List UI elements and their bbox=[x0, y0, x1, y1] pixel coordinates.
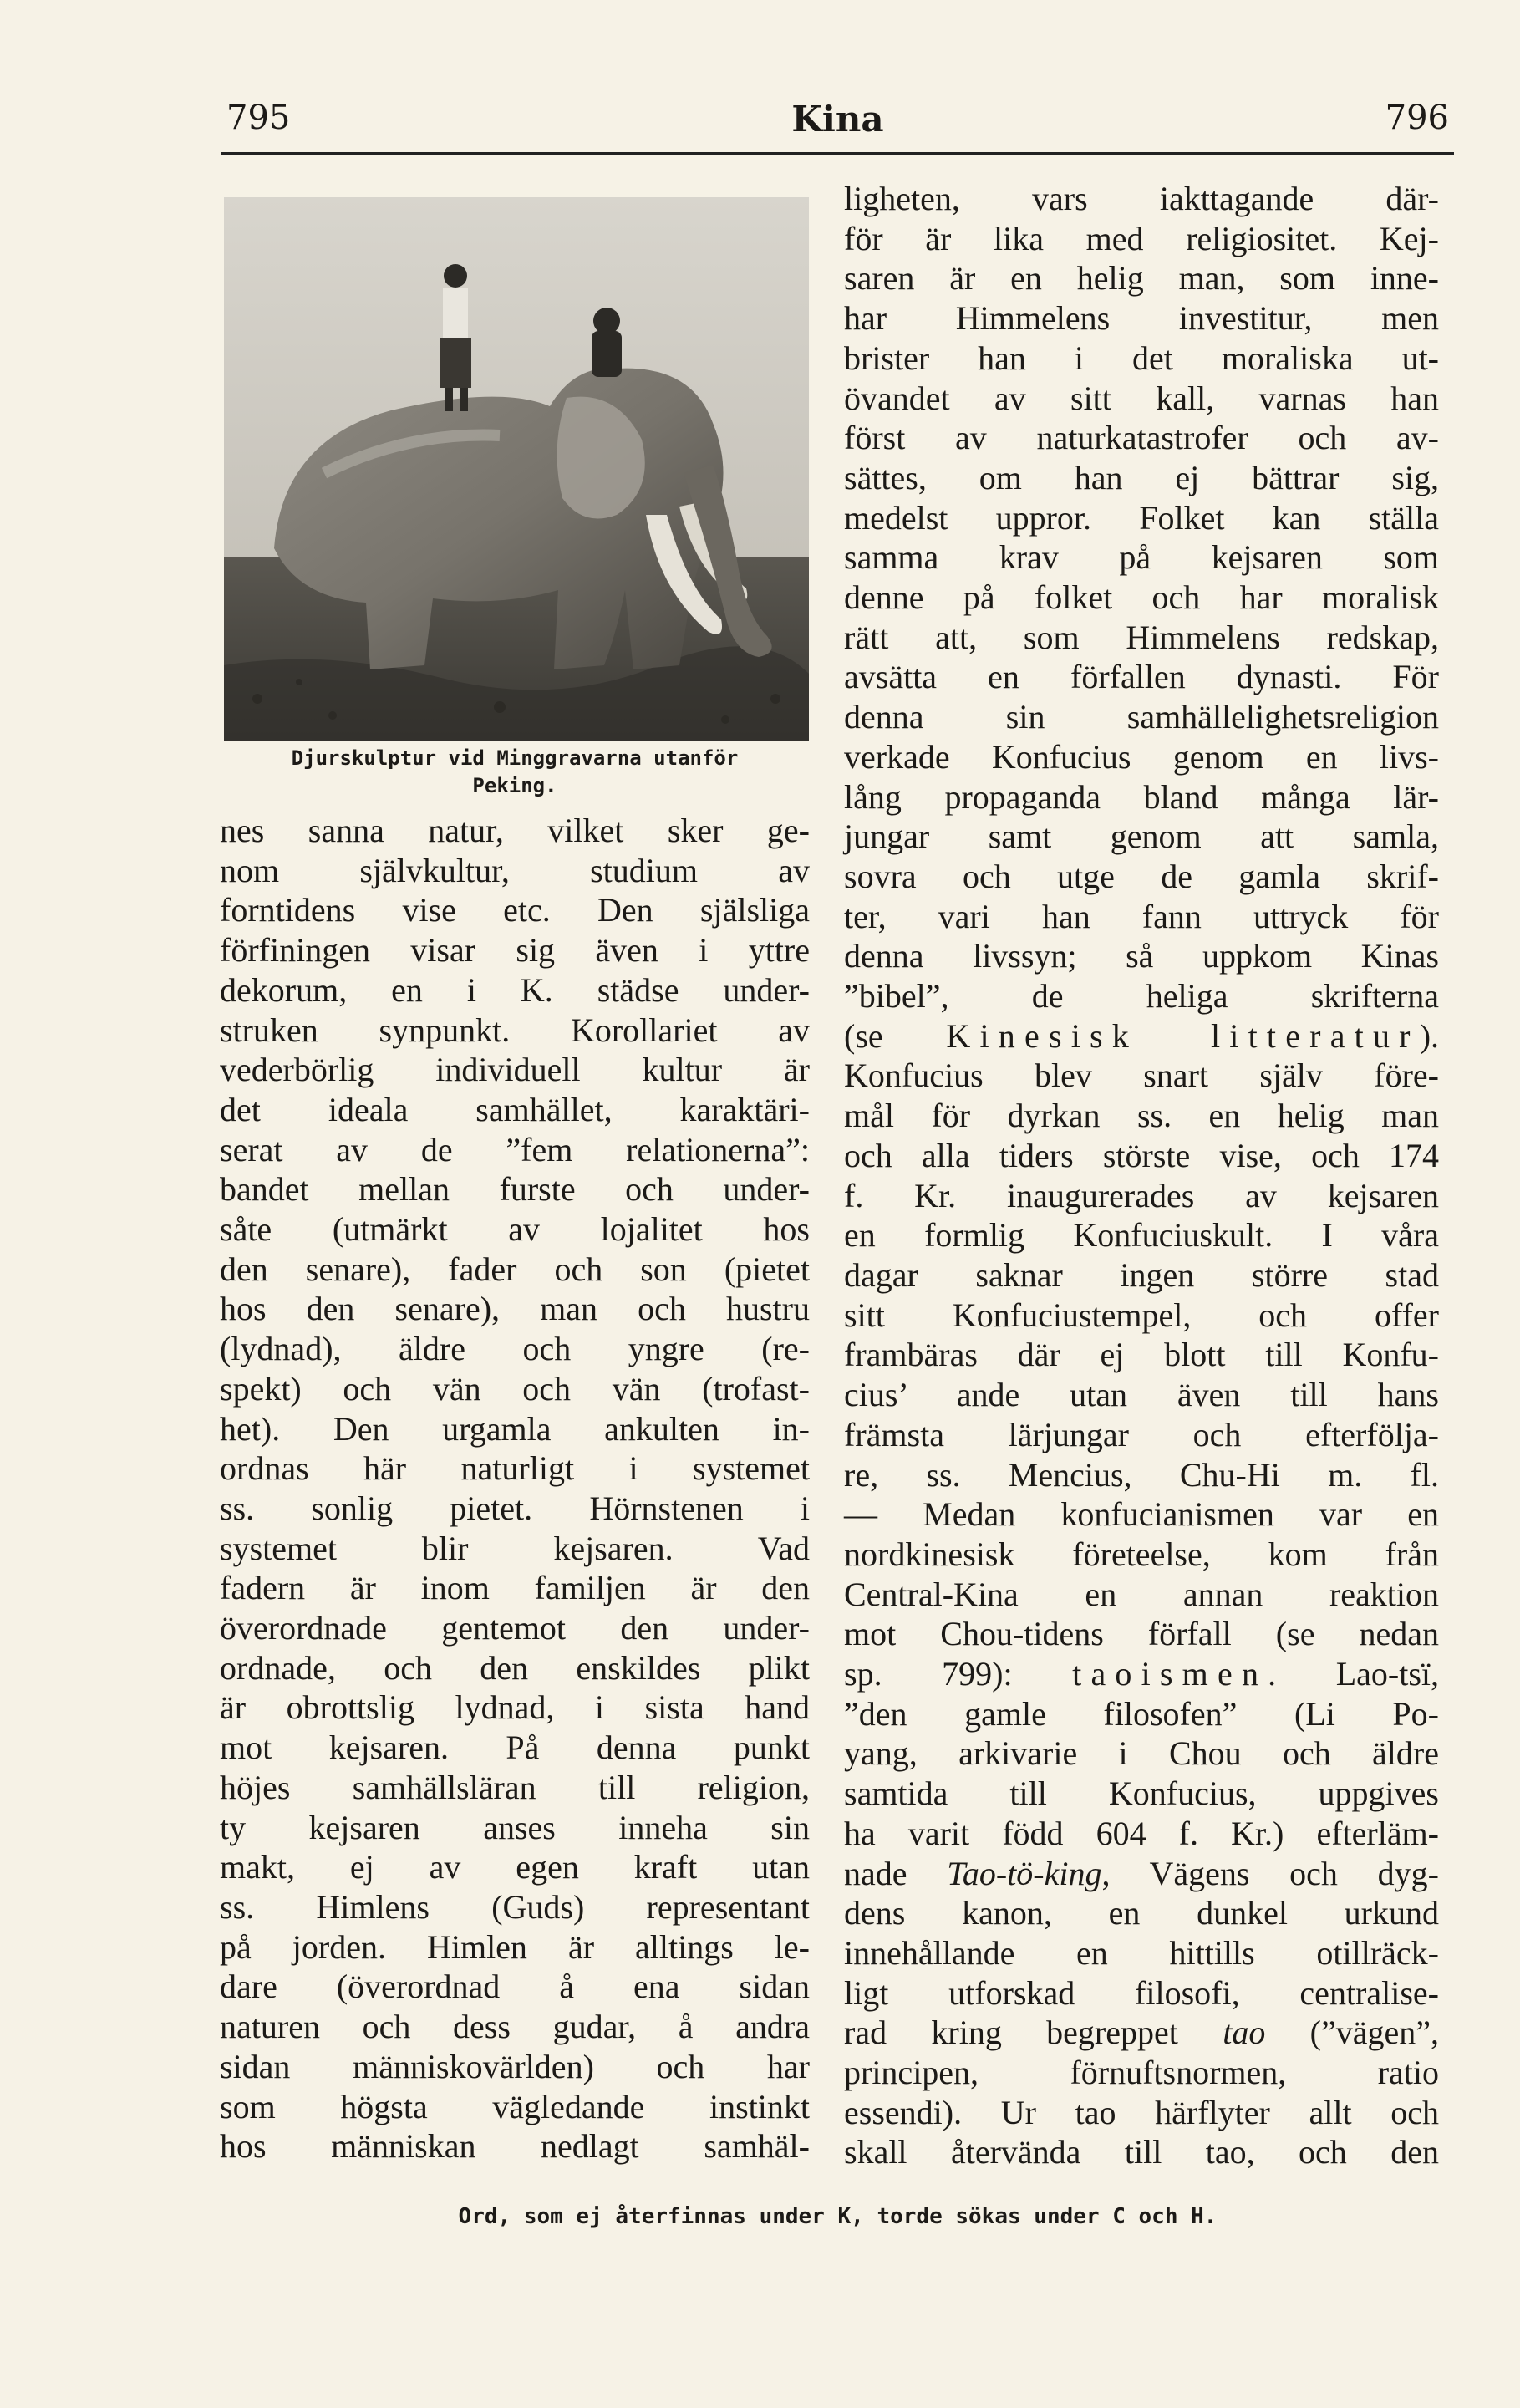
text-line: sovra och utge de gamla skrif- bbox=[844, 857, 1439, 895]
text-line: (lydnad), äldre och yngre (re- bbox=[220, 1330, 810, 1368]
text-line: på jorden. Himlen är alltings le- bbox=[220, 1927, 810, 1966]
right-column bbox=[844, 179, 1439, 2172]
text-line: nordkinesisk företeelse, kom från bbox=[844, 1535, 1439, 1573]
text-line: ordnade, och den enskildes plikt bbox=[220, 1648, 810, 1687]
text-line: principen, förnuftsnormen, ratio bbox=[844, 2054, 1439, 2092]
text-line: först av naturkatastrofer och av- bbox=[844, 419, 1439, 457]
text-line: ty kejsaren anses inneha sin bbox=[220, 1808, 810, 1846]
text-line: saren är en helig man, som inne- bbox=[844, 259, 1439, 298]
text-line: en formlig Konfuciuskult. I våra bbox=[844, 1216, 1439, 1255]
text-line: — Medan konfucianismen var en bbox=[844, 1495, 1439, 1534]
text-line: makt, ej av egen kraft utan bbox=[220, 1848, 810, 1886]
text-line: ss. sonlig pietet. Hörnstenen i bbox=[220, 1489, 810, 1527]
text-line: förfiningen visar sig även i yttre bbox=[220, 931, 810, 970]
text-line: dare (överordnad å ena sidan bbox=[220, 1968, 810, 2006]
text-line: verkade Konfucius genom en livs- bbox=[844, 737, 1439, 776]
page-number-left: 795 bbox=[226, 99, 291, 137]
text-line: frambäras där ej blott till Konfu- bbox=[844, 1336, 1439, 1374]
text-line: brister han i det moraliska ut- bbox=[844, 339, 1439, 377]
text-line: medelst uppror. Folket kan ställa bbox=[844, 498, 1439, 537]
text-line: dekorum, en i K. städse under- bbox=[220, 970, 810, 1009]
text-line: lång propaganda bland många lär- bbox=[844, 777, 1439, 816]
text-line: systemet blir kejsaren. Vad bbox=[220, 1529, 810, 1567]
caption-line-1: Djurskulptur vid Minggravarna utanför bbox=[291, 746, 739, 770]
text-line: mot Chou-tidens förfall (se nedan bbox=[844, 1615, 1439, 1653]
figure-caption bbox=[216, 745, 814, 800]
text-line: essendi). Ur tao härflyter allt och bbox=[844, 2093, 1439, 2131]
text-line: forntidens vise etc. Den själsliga bbox=[220, 891, 810, 929]
footnote: Ord, som ej återfinnas under K, torde sökas under C och H. bbox=[458, 2204, 1218, 2229]
text-line: skall återvända till tao, och den bbox=[844, 2133, 1439, 2171]
text-line: har Himmelens investitur, men bbox=[844, 299, 1439, 338]
text-line: samma krav på kejsaren som bbox=[844, 538, 1439, 577]
text-line: såte (utmärkt av lojalitet hos bbox=[220, 1210, 810, 1249]
text-line: avsätta en förfallen dynasti. För bbox=[844, 658, 1439, 696]
text-line: sitt Konfuciustempel, och offer bbox=[844, 1296, 1439, 1334]
text-line: ”bibel”, de heliga skrifterna bbox=[844, 977, 1439, 1016]
spaced-term: Kinesisk litteratur bbox=[946, 1016, 1420, 1055]
left-column bbox=[220, 811, 810, 2166]
text-line: struken synpunkt. Korollariet av bbox=[220, 1011, 810, 1049]
text-line-italic: nade Tao-tö-king, Vägens och dyg- bbox=[844, 1854, 1439, 1892]
text-line: sättes, om han ej bättrar sig, bbox=[844, 458, 1439, 496]
text-line: överordnade gentemot den under- bbox=[220, 1609, 810, 1647]
text-line: spekt) och vän och vän (trofast- bbox=[220, 1369, 810, 1408]
text-line: hos människan nedlagt samhäl- bbox=[220, 2127, 810, 2166]
elephant-sculpture-photo bbox=[224, 197, 809, 741]
text-line: denna livssyn; så uppkom Kinas bbox=[844, 937, 1439, 975]
text-line: dens kanon, en dunkel urkund bbox=[844, 1894, 1439, 1932]
text-line: innehållande en hittills otillräck- bbox=[844, 1933, 1439, 1972]
caption-line-2: Peking. bbox=[472, 774, 557, 797]
text-line: denna sin samhällelighetsreligion bbox=[844, 698, 1439, 736]
text-line: cius’ ande utan även till hans bbox=[844, 1376, 1439, 1414]
text-line: f. Kr. inaugurerades av kejsaren bbox=[844, 1176, 1439, 1214]
photo-illustration bbox=[224, 197, 809, 741]
italic-term: Tao-tö-king bbox=[947, 1854, 1102, 1892]
page-header bbox=[221, 92, 1454, 150]
text-line: denne på folket och har moralisk bbox=[844, 578, 1439, 617]
header-rule bbox=[221, 152, 1454, 155]
text-line: höjes samhällsläran till religion, bbox=[220, 1768, 810, 1806]
italic-term: tao bbox=[1223, 2013, 1266, 2052]
page-number-right: 796 bbox=[1385, 99, 1449, 137]
text-line: naturen och dess gudar, å andra bbox=[220, 2008, 810, 2046]
text-line: het). Den urgamla ankulten in- bbox=[220, 1409, 810, 1448]
text-line: främsta lärjungar och efterfölja- bbox=[844, 1415, 1439, 1453]
text-line: för är lika med religiositet. Kej- bbox=[844, 219, 1439, 257]
text-line: yang, arkivarie i Chou och äldre bbox=[844, 1734, 1439, 1773]
text-line: Central-Kina en annan reaktion bbox=[844, 1575, 1439, 1613]
text-line: rätt att, som Himmelens redskap, bbox=[844, 618, 1439, 656]
text-line: nom självkultur, studium av bbox=[220, 851, 810, 889]
text-line: re, ss. Mencius, Chu-Hi m. fl. bbox=[844, 1455, 1439, 1494]
text-line: ordnas här naturligt i systemet bbox=[220, 1449, 810, 1488]
text-line: serat av de ”fem relationerna”: bbox=[220, 1130, 810, 1168]
text-line-spaced: (se Kinesisk litteratur). bbox=[844, 1016, 1440, 1055]
text-line: nes sanna natur, vilket sker ge- bbox=[220, 812, 810, 849]
running-head-title: Kina bbox=[791, 99, 884, 140]
text-line: vederbörlig individuell kultur är bbox=[220, 1051, 810, 1089]
text-line: sidan människovärlden) och har bbox=[220, 2047, 810, 2085]
text-line: fadern är inom familjen är den bbox=[220, 1569, 810, 1607]
text-line: det ideala samhället, karaktäri- bbox=[220, 1090, 810, 1128]
spaced-term: taoismen bbox=[1072, 1655, 1268, 1693]
text-line: den senare), fader och son (pietet bbox=[220, 1250, 810, 1288]
text-line: övandet av sitt kall, varnas han bbox=[844, 379, 1439, 417]
text-line: ligheten, vars iakttagande där- bbox=[844, 180, 1439, 217]
text-line: ha varit född 604 f. Kr.) efterläm- bbox=[844, 1814, 1439, 1852]
text-line-italic: rad kring begreppet tao (”vägen”, bbox=[844, 2013, 1439, 2052]
text-line: som högsta vägledande instinkt bbox=[220, 2087, 810, 2125]
text-line: mot kejsaren. På denna punkt bbox=[220, 1728, 810, 1767]
text-line: och alla tiders störste vise, och 174 bbox=[844, 1136, 1439, 1174]
text-line: mål för dyrkan ss. en helig man bbox=[844, 1097, 1439, 1135]
text-line: dagar saknar ingen större stad bbox=[844, 1255, 1439, 1294]
text-line: Konfucius blev snart själv före- bbox=[844, 1056, 1439, 1095]
text-line: är obrottslig lydnad, i sista hand bbox=[220, 1688, 810, 1727]
text-line: ter, vari han fann uttryck för bbox=[844, 897, 1439, 935]
text-line: hos den senare), man och hustru bbox=[220, 1290, 810, 1328]
text-line-spaced: sp. 799): taoismen. Lao-tsï, bbox=[844, 1655, 1439, 1693]
text-line: ”den gamle filosofen” (Li Po- bbox=[844, 1694, 1439, 1733]
text-line: bandet mellan furste och under- bbox=[220, 1170, 810, 1209]
text-line: samtida till Konfucius, uppgives bbox=[844, 1774, 1439, 1813]
text-line: ss. Himlens (Guds) representant bbox=[220, 1887, 810, 1926]
text-line: jungar samt genom att samla, bbox=[844, 817, 1439, 856]
text-line: ligt utforskad filosofi, centralise- bbox=[844, 1973, 1439, 2012]
